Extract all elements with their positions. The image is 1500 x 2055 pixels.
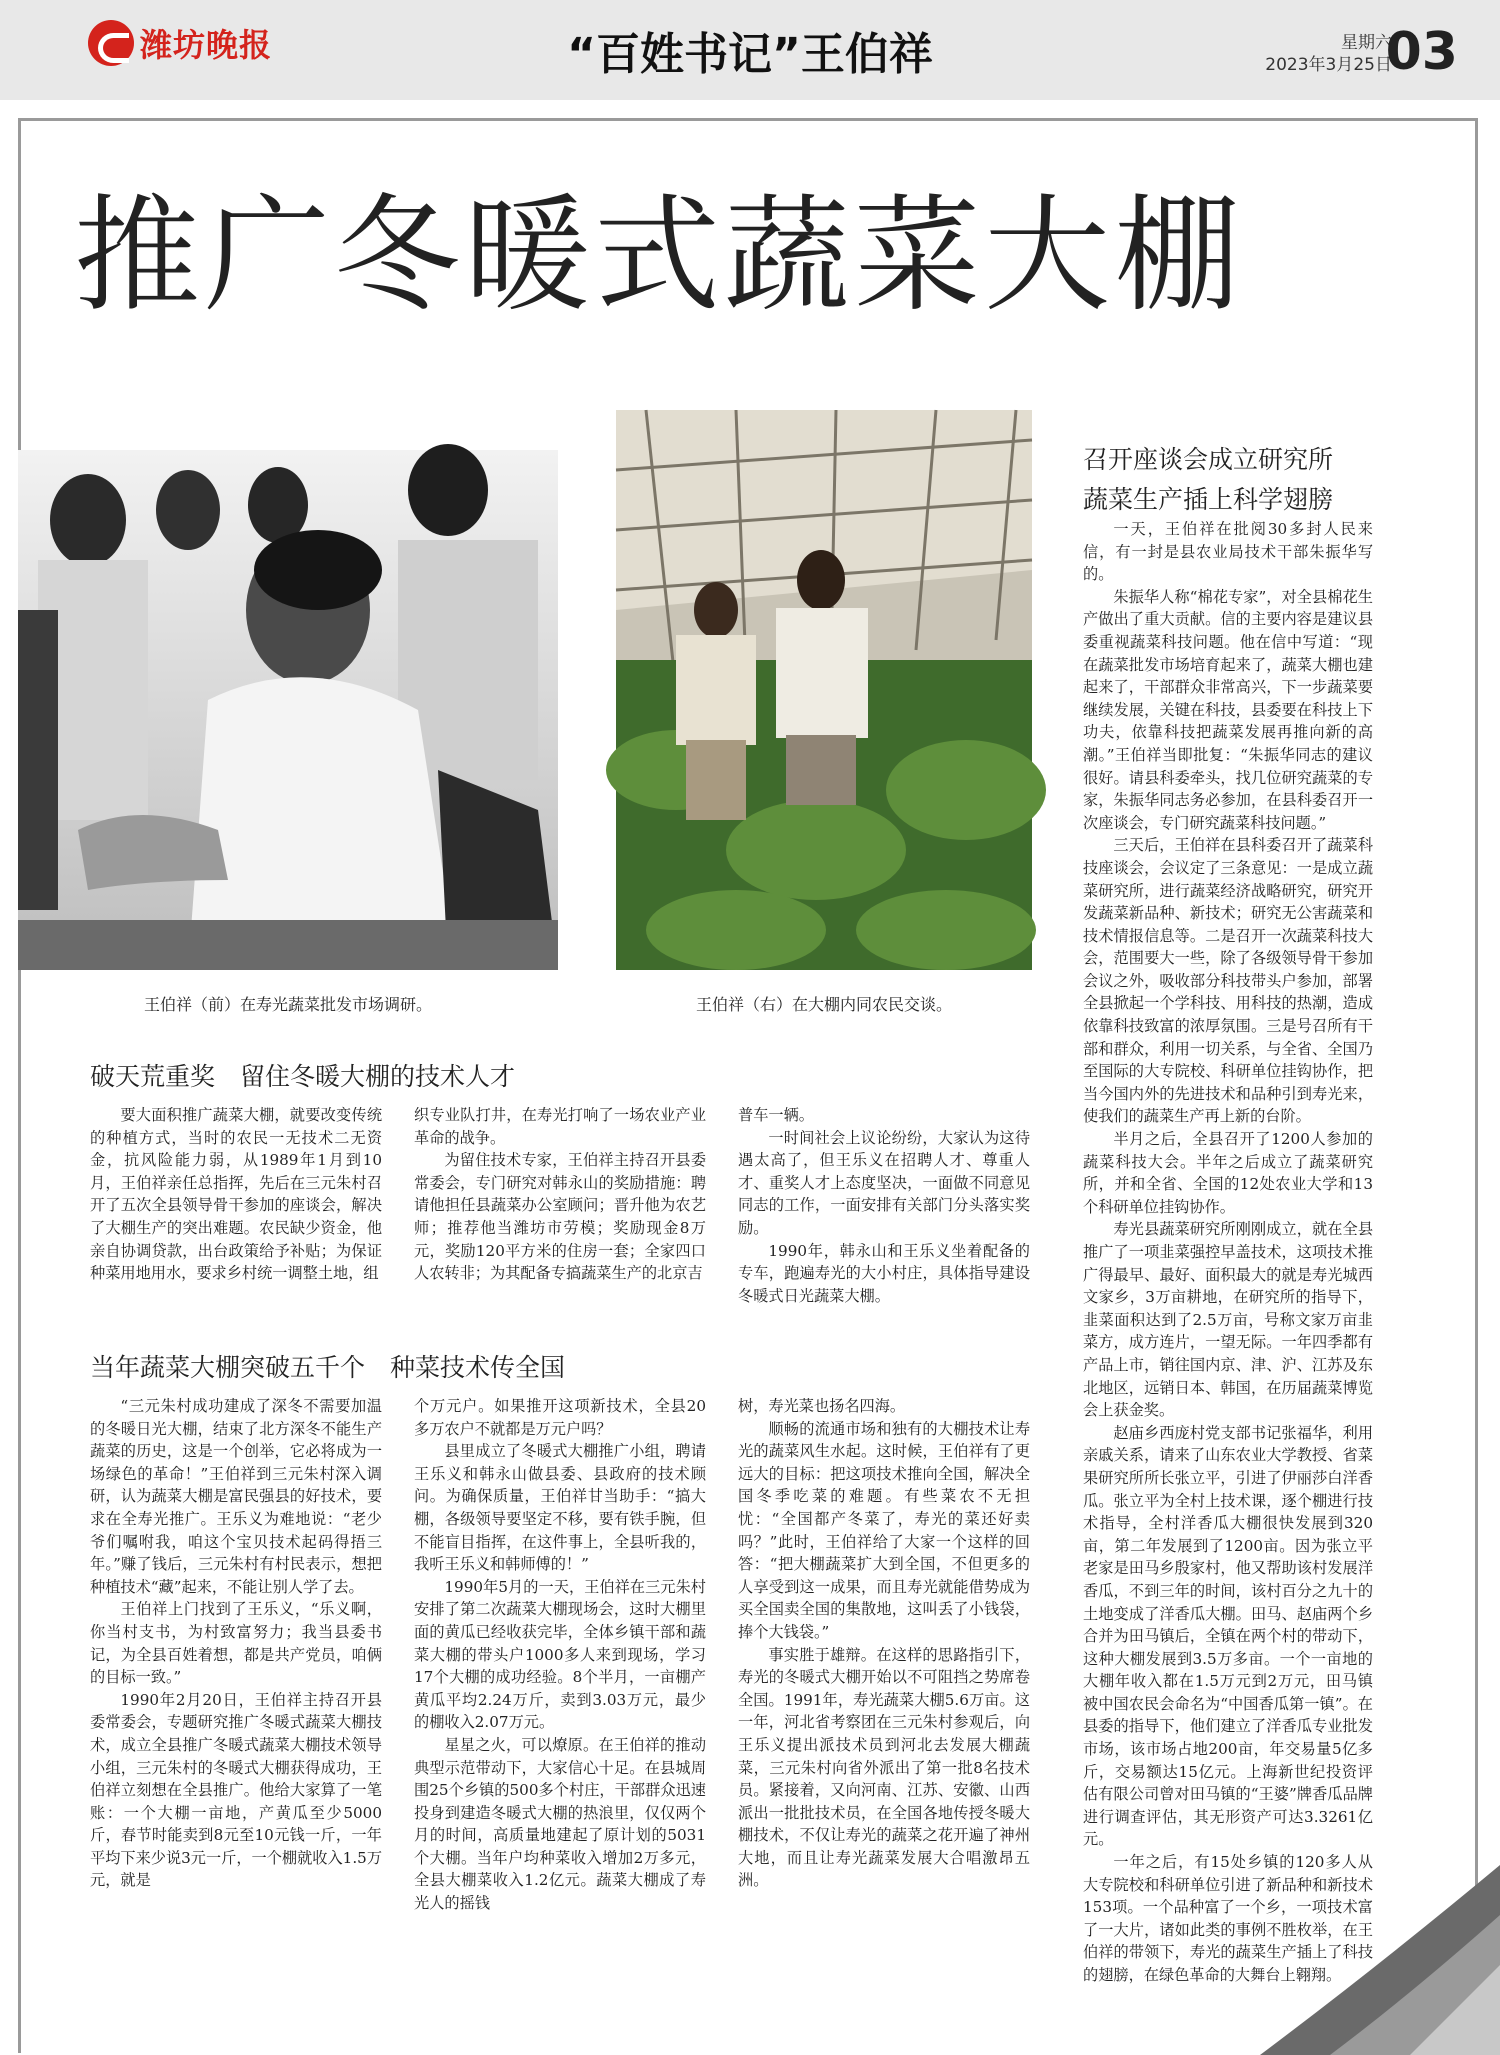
section3-column [1083,518,1373,1984]
paragraph: “三元朱村成功建成了深冬不需要加温的冬暖日光大棚，结束了北方深冬不能生产蔬菜的历史，这是一个创举，它必将成为一场绿色的革命！”王伯祥到三元朱村深入调研，认为蔬菜大棚是富民强县的好技术，要求在全寿光推广。王乐义为难地说：“老少爷们嘱咐我，咱这个宝贝技术起码得捂三年。”赚了钱后，三元朱村有村民表示，想把种植技术“藏”起来，不能让别人学了去。 [90,1397,382,1596]
section2-column-1 [90,1395,382,2035]
photo-greenhouse-image [616,410,1032,970]
paragraph: 事实胜于雄辩。在这样的思路指引下，寿光的冬暖式大棚开始以不可阻挡之势席卷全国。1991年，寿光蔬菜大棚5.6万亩。这一年，河北省考察团在三元朱村参观后，向王乐义提出派技术员到河北去发展大棚蔬菜，三元朱村向省外派出了第一批8名技术员。紧接着，又向河南、江苏、安徽、山西派出一批批技术员，在全国各地传授冬暖大棚技术，不仅让寿光的蔬菜之花开遍了神州大地，而且让寿光蔬菜发展大合唱激昂五洲。 [738,1645,1030,1890]
paragraph: 织专业队打井，在寿光打响了一场农业产业革命的战争。 [414,1106,706,1147]
photo-caption-left: 王伯祥（前）在寿光蔬菜批发市场调研。 [143,995,432,1014]
paragraph: 顺畅的流通市场和独有的大棚技术让寿光的蔬菜风生水起。这时候，王伯祥有了更远大的目标：把这项技术推向全国，解决全国冬季吃菜的难题。有些菜农不无担忧：“全国都产冬菜了，寿光的菜还好卖吗？”此时，王伯祥给了大家一个这样的回答：“把大棚蔬菜扩大到全国，不但更多的人享受到这一成果，而且寿光就能借势成为买全国卖全国的集散地，这叫丢了小钱袋，捧个大钱袋。” [738,1419,1030,1641]
page-header-title: “百姓书记”王伯祥 [567,29,933,80]
paragraph: 树，寿光菜也扬名四海。 [738,1397,906,1415]
paragraph: 普车一辆。 [738,1106,814,1124]
photo-caption-right: 王伯祥（右）在大棚内同农民交谈。 [695,995,952,1014]
date: 2023年3月25日 [1265,55,1392,75]
paragraph: 赵庙乡西庞村党支部书记张福华，利用亲戚关系，请来了山东农业大学教授、省菜果研究所所长张立平，引进了伊丽莎白洋香瓜。张立平为全村上技术课，逐个棚进行技术指导，全村洋香瓜大棚很快发展到320亩，第二年发展到了1200亩。因为张立平老家是田马乡殷家村，他又帮助该村发展洋香瓜，不到三年的时间，该村百分之九十的土地变成了洋香瓜大棚。田马、赵庙两个乡合并为田马镇后，全镇在两个村的带动下，这种大棚发展到3.5万多亩。一个一亩地的大棚年收入都在1.5万元到2万元，田马镇被中国农民会命名为“中国香瓜第一镇”。在县委的指导下，他们建立了洋香瓜专业批发市场，该市场占地200亩，年交易量5亿多斤，交易额达15亿元。上海新世纪投资评估有限公司曾对田马镇的“王婆”牌香瓜品牌进行调查评估，其无形资产可达3.3261亿元。 [1083,1423,1373,1849]
paragraph: 1990年2月20日，王伯祥主持召开县委常委会，专题研究推广冬暖式蔬菜大棚技术，成立全县推广冬暖式蔬菜大棚技术领导小组，三元朱村的冬暖式大棚获得成功，王伯祥立刻想在全县推广。他给大家算了一笔账：一个大棚一亩地，产黄瓜至少5000斤，春节时能卖到8元至10元钱一斤，一年平均下来少说3元一斤，一个棚就收入1.5万元，就是 [90,1690,383,1890]
paragraph: 朱振华人称“棉花专家”，对全县棉花生产做出了重大贡献。信的主要内容是建议县委重视蔬菜科技问题。他在信中写道：“现在蔬菜批发市场培育起来了，蔬菜大棚也建起来了，干部群众非常高兴，下一步蔬菜要继续发展，关键在科技，县委要在科技上下功夫，依靠科技把蔬菜发展再推向新的高潮。”王伯祥当即批复：“朱振华同志的建议很好。请县科委牵头，找几位研究蔬菜的专家，朱振华同志务必参加，在县科委召开一次座谈会，专门研究蔬菜科技问题。” [1083,587,1373,832]
section-heading-3a: 召开座谈会成立研究所 [1083,445,1334,474]
paragraph: 县里成立了冬暖式大棚推广小组，聘请王乐义和韩永山做县委、县政府的技术顾问。为确保质量，王伯祥甘当助手：“搞大棚，各级领导要坚定不移，要有铁手腕，但不能盲目指挥，在这件事上，全县听我的，我听王乐义和韩师傅的！” [414,1442,706,1574]
corner-decoration [1260,1845,1500,2055]
paragraph: 寿光县蔬菜研究所刚刚成立，就在全县推广了一项韭菜强控早盖技术，这项技术推广得最早、最好、面积最大的就是寿光城西文家乡，3万亩耕地，在研究所的指导下，韭菜面积达到了2.5万亩，号称文家万亩韭菜方，成方连片，一望无际。一年四季都有产品上市，销往国内京、津、沪、江苏及东北地区，远销日本、韩国，在历届蔬菜博览会上获金奖。 [1083,1220,1373,1420]
paragraph: 为留住技术专家，王伯祥主持召开县委常委会，专门研究对韩永山的奖励措施：聘请他担任县蔬菜办公室顾问；晋升他为农艺师；推荐他当潍坊市劳模；奖励现金8万元，奖励120平方米的住房一套；全家四口人农转非；为其配备专搞蔬菜生产的北京吉 [414,1151,706,1283]
masthead [0,0,1500,100]
photo-market-visit-image [18,450,558,970]
paragraph: 1990年，韩永山和王乐义坐着配备的专车，跑遍寿光的大小村庄，具体指导建设冬暖式日光蔬菜大棚。 [738,1241,1030,1305]
section2-column-2 [414,1395,706,2035]
weekday: 星期六 [1341,33,1392,53]
paragraph: 1990年5月的一天，王伯祥在三元朱村安排了第二次蔬菜大棚现场会，这时大棚里面的黄瓜已经收获完毕，全体乡镇干部和蔬菜大棚的带头户1000多人来到现场，学习17个大棚的成功经验。8个半月，一亩棚产黄瓜平均2.24万斤，卖到3.03万元，最少的棚收入2.07万元。 [414,1577,706,1732]
logo-text: 潍坊晚报 [140,26,273,64]
section1-column-2 [414,1104,706,1304]
paragraph: 星星之火，可以燎原。在王伯祥的推动典型示范带动下，大家信心十足。在县城周围25个乡镇的500多个村庄，干部群众迅速投身到建造冬暖式大棚的热浪里，仅仅两个月的时间，高质量地建起了原计划的5031个大棚。当年户均种菜收入增加2万多元，全县大棚菜收入1.2亿元。蔬菜大棚成了寿光人的摇钱 [414,1735,706,1913]
paragraph: 王伯祥上门找到了王乐义，“乐义啊，你当村支书，为村致富努力；我当县委书记，为全县百姓着想，都是共产党员，咱俩的目标一致。” [90,1600,382,1687]
paragraph: 一天，王伯祥在批阅30多封人民来信，有一封是县农业局技术干部朱振华写的。 [1083,520,1373,584]
paragraph: 一年之后，有15处乡镇的120多人从大专院校和科研单位引进了新品种和新技术153项。一个品种富了一个乡，一项技术富了一大片，诸如此类的事例不胜枚举，在王伯祥的带领下，寿光的蔬菜生产插上了科技的翅膀，在绿色革命的大舞台上翱翔。 [1083,1853,1373,1984]
section1-column-1 [90,1104,382,1304]
paragraph: 三天后，王伯祥在县科委召开了蔬菜科技座谈会，会议定了三条意见：一是成立蔬菜研究所，进行蔬菜经济战略研究，研究开发蔬菜新品种、新技术；研究无公害蔬菜和技术情报信息等。二是召开一次蔬菜科技大会，范围要大一些，除了各级领导骨干参加会议之外，吸收部分科技带头户参加，部署全县掀起一个学科技、用科技的热潮，造成依靠科技致富的浓厚氛围。三是号召所有干部和群众，利用一切关系，与全省、全国乃至国际的大专院校、科研单位挂钩协作，把当今国内外的先进技术和品种引到寿光来，使我们的蔬菜生产再上新的台阶。 [1083,836,1373,1126]
section2-column-3 [738,1395,1030,2035]
paragraph: 一时间社会上议论纷纷，大家认为这待遇太高了，但王乐义在招聘人才、尊重人才、重奖人才上态度坚决，一面做不同意见同志的工作，一面安排有关部门分头落实奖励。 [738,1128,1030,1237]
photo-greenhouse [616,410,1032,970]
section1-column-3 [738,1104,1030,1304]
paragraph: 个万元户。如果推开这项新技术，全县20多万农户不就都是万元户吗？ [414,1397,706,1438]
paragraph: 半月之后，全县召开了1200人参加的蔬菜科技大会。半年之后成立了蔬菜研究所，并和全省、全国的12处农业大学和13个科研单位挂钩协作。 [1083,1130,1373,1216]
page-number: 03 [1385,22,1458,82]
section-heading-2: 当年蔬菜大棚突破五千个 种菜技术传全国 [90,1353,566,1382]
headline: 推广冬暖式蔬菜大棚 [74,182,1244,329]
issue-date [1265,32,1392,76]
section-heading-1: 破天荒重奖 留住冬暖大棚的技术人才 [90,1062,516,1091]
paragraph: 要大面积推广蔬菜大棚，就要改变传统的种植方式，当时的农民一无技术二无资金，抗风险能力弱，从1989年1月到10月，王伯祥亲任总指挥，先后在三元朱村召开了五次全县领导骨干参加的座谈会，解决了大棚生产的突出难题。农民缺少资金，他亲自协调贷款，出台政策给予补贴；为保证种菜用地用水，要求乡村统一调整土地，组 [90,1106,382,1283]
photo-market-visit [18,450,558,970]
section-heading-3b: 蔬菜生产插上科学翅膀 [1083,485,1334,514]
